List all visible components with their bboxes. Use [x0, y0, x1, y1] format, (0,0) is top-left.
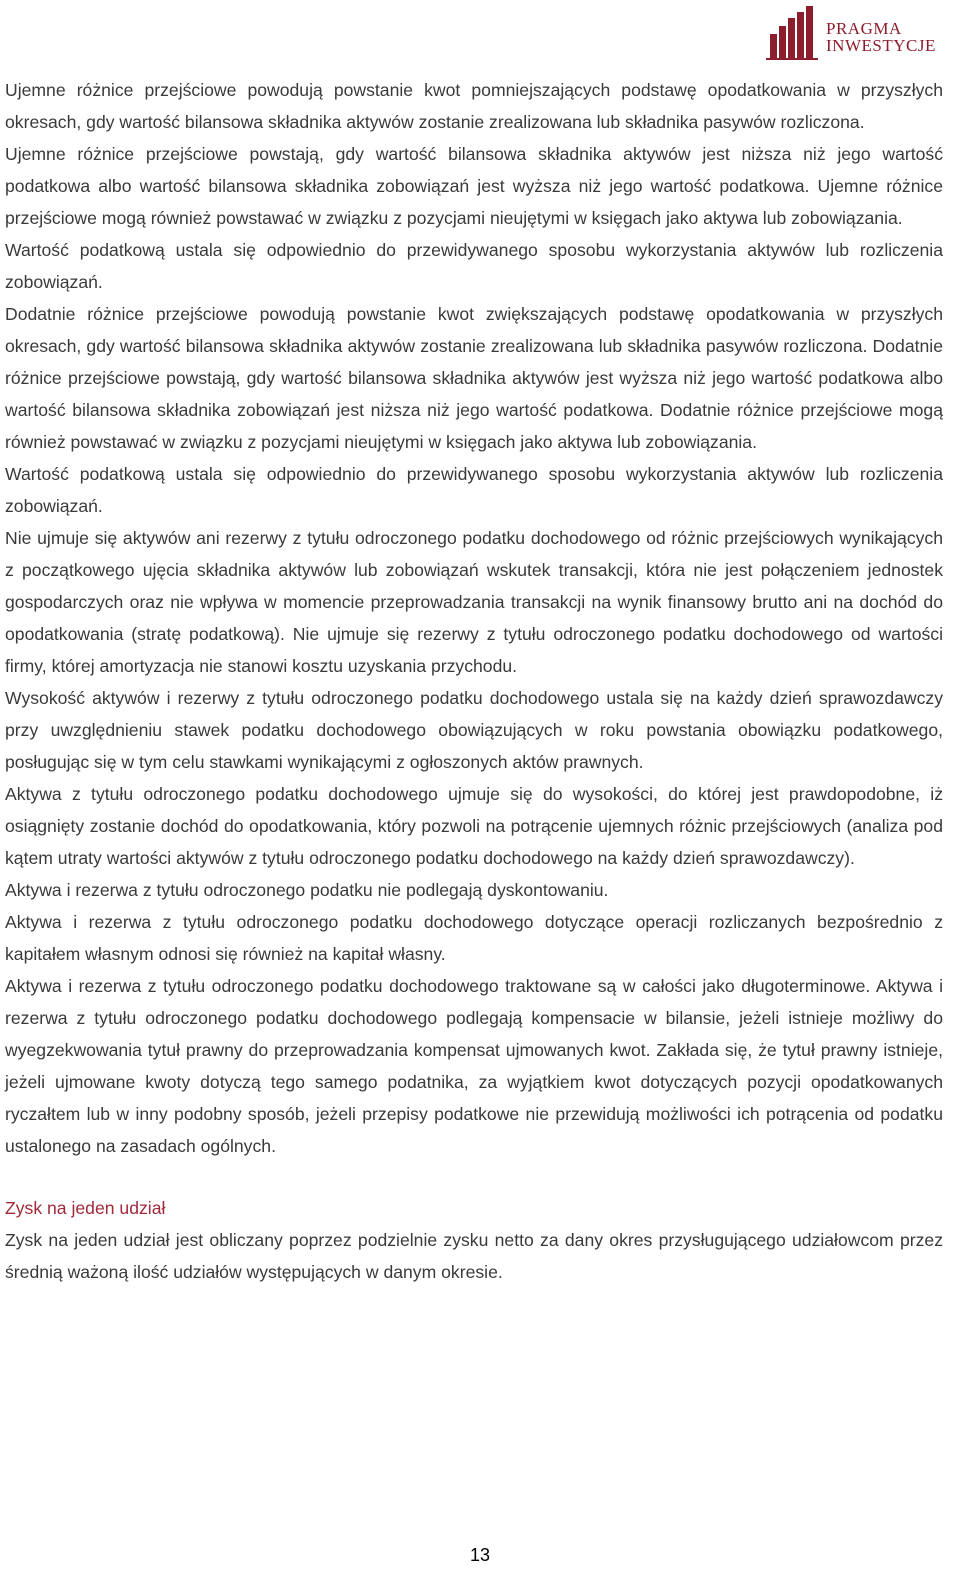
paragraph: Aktywa i rezerwa z tytułu odroczonego podatku nie podlegają dyskontowaniu. [5, 880, 609, 900]
page-number: 13 [469, 1545, 491, 1565]
logo-wordmark [826, 20, 936, 54]
paragraph: Nie ujmuje się aktywów ani rezerwy z tytułu odroczonego podatku dochodowego od różnic przejściowych wynikających z początkowego ujęcia składnika aktywów lub zobowiązań wskutek transakcji, która nie jest połączeniem jednostek gospodarczych oraz nie wpływa w momencie przeprowadzania transakcji na wynik finansowy brutto ani na dochód do opodatkowania (stratę podatkową). Nie ujmuje się rezerwy z tytułu odroczonego podatku dochodowego od wartości firmy, której amortyzacja nie stanowi kosztu uzyskania przychodu. [5, 528, 943, 676]
logo-bars-icon [766, 4, 822, 62]
logo-line-2: INWESTYCJE [826, 36, 936, 55]
paragraph: Ujemne różnice przejściowe powstają, gdy wartość bilansowa składnika aktywów jest niższa niż jego wartość podatkowa albo wartość bilansowa składnika zobowiązań jest wyższa niż jego wartość podatkowa. Ujemne różnice przejściowe mogą również powstawać w związku z pozycjami nieujętymi w księgach jako aktywa lub zobowiązania. [5, 144, 943, 228]
paragraph: Aktywa i rezerwa z tytułu odroczonego podatku dochodowego dotyczące operacji rozliczanych bezpośrednio z kapitałem własnym odnosi się również na kapitał własny. [5, 912, 943, 964]
section-heading: Zysk na jeden udział [5, 1198, 166, 1218]
paragraph: Ujemne różnice przejściowe powodują powstanie kwot pomniejszających podstawę opodatkowania w przyszłych okresach, gdy wartość bilansowa składnika aktywów zostanie zrealizowana lub składnika pasywów rozliczona. [5, 80, 943, 132]
company-logo [766, 4, 946, 62]
logo-line-1: PRAGMA [826, 19, 902, 38]
paragraph: Aktywa i rezerwa z tytułu odroczonego podatku dochodowego traktowane są w całości jako długoterminowe. Aktywa i rezerwa z tytułu odroczonego podatku dochodowego podlegają kompensacie w bilansie, jeżeli istnieje możliwy do wyegzekwowania tytuł prawny do przeprowadzania kompensat ujmowanych kwot. Zakłada się, że tytuł prawny istnieje, jeżeli ujmowane kwoty dotyczą tego samego podatnika, za wyjątkiem kwot dotyczących pozycji opodatkowanych ryczałtem lub w inny podobny sposób, jeżeli przepisy podatkowe nie przewidują możliwości ich potrącenia od podatku ustalonego na zasadach ogólnych. [5, 976, 943, 1156]
paragraph: Dodatnie różnice przejściowe powodują powstanie kwot zwiększających podstawę opodatkowania w przyszłych okresach, gdy wartość bilansowa składnika aktywów zostanie zrealizowana lub składnika pasywów rozliczona. Dodatnie różnice przejściowe powstają, gdy wartość bilansowa składnika aktywów jest wyższa niż jego wartość podatkowa albo wartość bilansowa składnika zobowiązań jest niższa niż jego wartość podatkowa. Dodatnie różnice przejściowe mogą również powstawać w związku z pozycjami nieujętymi w księgach jako aktywa lub zobowiązania. [5, 304, 943, 452]
paragraph: Wartość podatkową ustala się odpowiednio do przewidywanego sposobu wykorzystania aktywów lub rozliczenia zobowiązań. [5, 464, 943, 516]
section-paragraph: Zysk na jeden udział jest obliczany poprzez podzielnie zysku netto za dany okres przysługującego udziałowcom przez średnią ważoną ilość udziałów występujących w danym okresie. [5, 1230, 943, 1282]
paragraph: Wysokość aktywów i rezerwy z tytułu odroczonego podatku dochodowego ustala się na każdy dzień sprawozdawczy przy uwzględnieniu stawek podatku dochodowego obowiązujących w roku powstania obowiązku podatkowego, posługując się w tym celu stawkami wynikającymi z ogłoszonych aktów prawnych. [5, 688, 943, 772]
document-body [5, 74, 943, 1288]
paragraph: Aktywa z tytułu odroczonego podatku dochodowego ujmuje się do wysokości, do której jest prawdopodobne, iż osiągnięty zostanie dochód do opodatkowania, który pozwoli na potrącenie ujemnych różnic przejściowych (analiza pod kątem utraty wartości aktywów z tytułu odroczonego podatku dochodowego na każdy dzień sprawozdawczy). [5, 784, 943, 868]
paragraph: Wartość podatkową ustala się odpowiednio do przewidywanego sposobu wykorzystania aktywów lub rozliczenia zobowiązań. [5, 240, 943, 292]
